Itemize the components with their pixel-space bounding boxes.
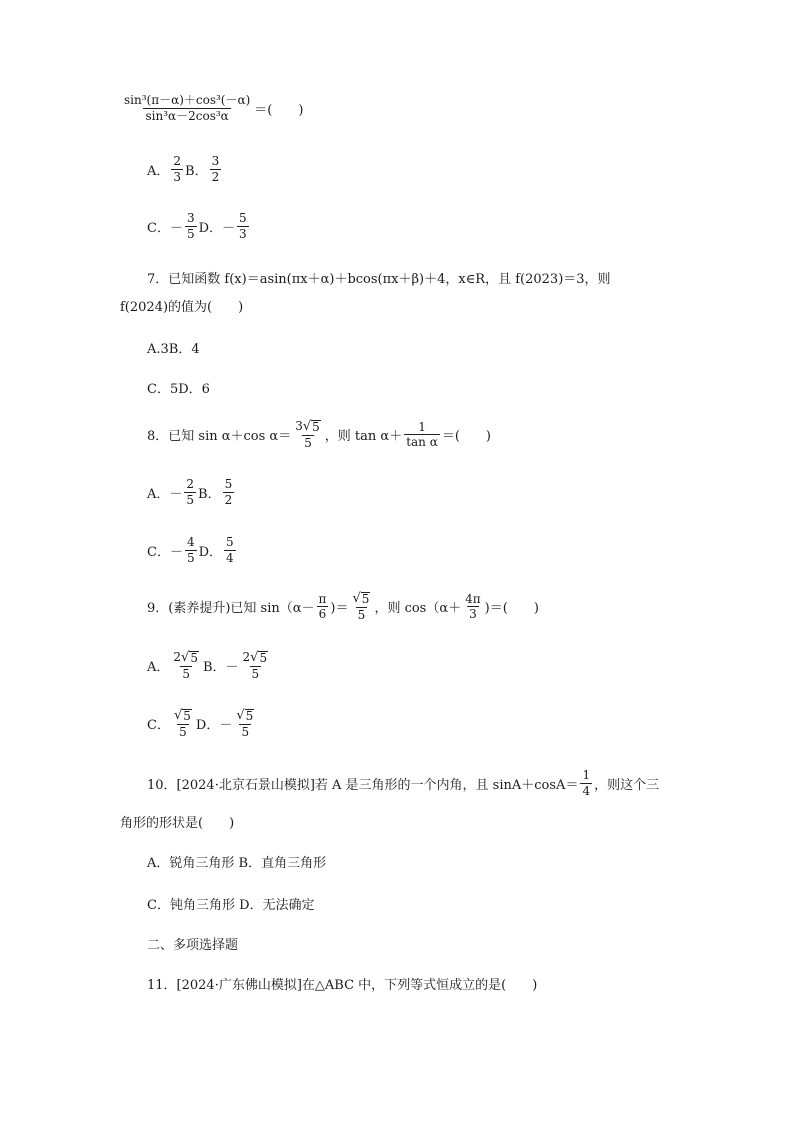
q8-options-ab: A．－ $\frac{2}{5}$ B． $\frac{5}{2}$ [147, 477, 233, 507]
q8-fraction-1: 3 √ 5 5 [295, 419, 320, 450]
q9-fraction-1: $\frac{\pi}{6}$ [318, 591, 327, 622]
q9-options-ab: A． 2 √ 5 5 B．－ 2 √ 5 5 [147, 651, 272, 680]
q10-fraction: $\frac{1}{4}$ [582, 768, 591, 798]
section-heading-multiple-choice: 二、多项选择题 [147, 938, 239, 953]
q6-options-ab: A． $\frac{2}{3}$ B． $\frac{3}{2}$ [147, 154, 220, 184]
q9-stem: 9．(素养提升)已知 sin（α－ $\frac{\pi}{6}$ )＝ √ 5 5 ，则 cos（α＋ $\frac{4\pi}{3}$ )＝( ) [147, 591, 539, 622]
q9-option-b: 2 √ 5 5 [242, 650, 268, 681]
q6-option-d: $\frac{5}{3}$ [239, 211, 247, 241]
q6-option-c: $\frac{3}{5}$ [186, 211, 195, 241]
q9-option-a: 2 √ 5 5 [173, 650, 198, 681]
q6-stem: $\frac{\text{sin³(π－α)＋cos³(－α)}}{\text{sin³α－2cos³α}}$ ＝( ) [124, 93, 304, 123]
q9-fraction-3: $\frac{4\pi}{3}$ [465, 591, 481, 622]
q10-stem-line1: 10．[2024·北京石景山模拟]若 A 是三角形的一个内角，且 sinA＋cosA＝ $\frac{1}{4}$ ，则这个三 [147, 768, 660, 798]
q9-options-cd: C． √ 5 5 D．－ √ 5 5 [147, 709, 258, 738]
q7-options-ab: A.3B．4 [147, 342, 200, 357]
q11-stem: 11．[2024·广东佛山模拟]在△ABC 中，下列等式恒成立的是( ) [147, 978, 538, 993]
q10-stem-line2: 角形的形状是( ) [120, 816, 235, 831]
q9-option-d: √ 5 5 [236, 708, 254, 739]
q9-option-c: √ 5 5 [173, 708, 191, 739]
q7-stem-line2: f(2024)的值为( ) [120, 300, 244, 315]
q8-option-c: $\frac{4}{5}$ [186, 535, 195, 565]
q7-stem-line1: 7．已知函数 f(x)＝asin(πx＋α)＋bcos(πx＋β)＋4，x∈R，且 f(2023)＝3，则 [147, 272, 611, 287]
q6-option-b: $\frac{3}{2}$ [211, 154, 220, 184]
q8-stem: 8．已知 sin α＋cos α＝ 3 √ 5 5 ，则 tan α＋ $\frac{1}{\text{tan α}}$ ＝( ) [147, 419, 491, 450]
q8-option-a: $\frac{2}{5}$ [186, 477, 195, 507]
q8-fraction-2: $\frac{1}{\text{tan α}}$ [406, 419, 438, 450]
q9-fraction-2: √ 5 5 [352, 591, 370, 622]
q8-option-b: $\frac{5}{2}$ [224, 477, 233, 507]
q8-options-cd: C．－ $\frac{4}{5}$ D． $\frac{5}{4}$ [147, 535, 234, 565]
q10-options-ab: A．锐角三角形 B．直角三角形 [147, 856, 327, 871]
q6-options-cd: C．－ $\frac{3}{5}$ D．－ $\frac{5}{3}$ [147, 211, 247, 241]
q6-option-a: $\frac{2}{3}$ [173, 154, 182, 184]
q8-option-d: $\frac{5}{4}$ [226, 535, 234, 565]
q10-options-cd: C．钝角三角形 D．无法确定 [147, 898, 315, 913]
q6-fraction: $\frac{\text{sin³(π－α)＋cos³(－α)}}{\text{sin³α－2cos³α}}$ [124, 93, 251, 123]
q7-options-cd: C．5D．6 [147, 382, 210, 397]
